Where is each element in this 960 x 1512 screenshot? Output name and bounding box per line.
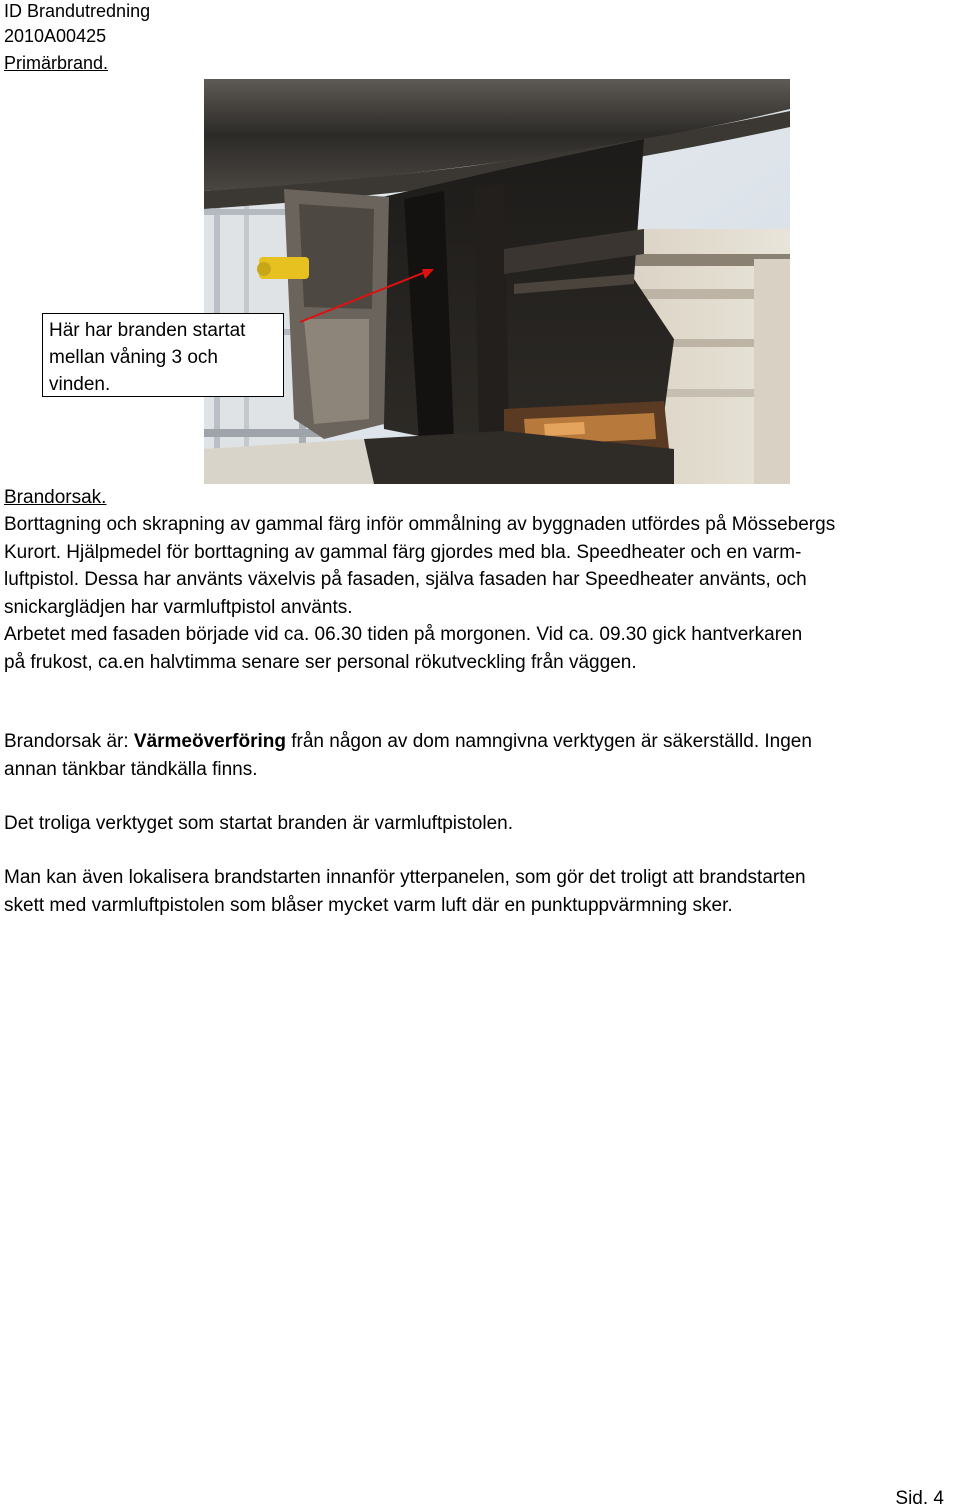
cause-keyword: Värmeöverföring	[133, 731, 286, 752]
photo-callout-box	[42, 313, 284, 397]
paragraph-line: Man kan även lokalisera brandstarten innanför ytterpanelen, som gör det troligt att brandstarten	[4, 867, 806, 888]
header-case-number: 2010A00425	[4, 26, 107, 46]
paragraph-line: snickarglädjen har varmluftpistol använts.	[4, 596, 353, 618]
paragraph-cause-conclusion	[4, 728, 956, 783]
burned-facade-photo	[204, 79, 790, 484]
paragraph-line: annan tänkbar tändkälla finns.	[4, 758, 258, 780]
paragraph-line: på frukost, ca.en halvtimma senare ser personal rökutveckling från väggen.	[4, 651, 637, 673]
cause-suffix: från någon av dom namngivna verktygen är säkerställd. Ingen	[285, 731, 812, 752]
header-fire-type: Primärbrand.	[4, 53, 109, 73]
page-number: Sid. 4	[895, 1488, 944, 1509]
callout-line: mellan våning 3 och	[49, 347, 218, 368]
callout-line: Här har branden startat	[49, 320, 246, 341]
callout-line: vinden.	[49, 374, 111, 395]
cause-prefix: Brandorsak är:	[4, 731, 134, 752]
paragraph-line: Arbetet med fasaden började vid ca. 06.30 tiden på morgonen. Vid ca. 09.30 gick hantverkaren	[4, 624, 803, 645]
header-id-label: ID Brandutredning	[4, 1, 151, 21]
paragraph-background	[4, 511, 956, 676]
paragraph-fire-origin	[4, 864, 956, 919]
paragraph-line: Borttagning och skrapning av gammal färg inför ommålning av byggnaden utfördes på Mössebergs	[4, 514, 836, 535]
paragraph-line: Det troliga verktyget som startat branden är varmluftpistolen.	[4, 813, 514, 834]
paragraph-line: Kurort. Hjälpmedel för borttagning av gammal färg gjordes med bla. Speedheater och en varm-	[4, 541, 802, 563]
paragraph-line: skett med varmluftpistolen som blåser mycket varm luft där en punktuppvärmning sker.	[4, 894, 733, 916]
paragraph-line: luftpistol. Dessa har använts växelvis på fasaden, själva fasaden har Speedheater använts, och	[4, 569, 807, 590]
paragraph-likely-tool	[4, 810, 956, 838]
section-heading-fire-cause: Brandorsak.	[4, 487, 107, 508]
